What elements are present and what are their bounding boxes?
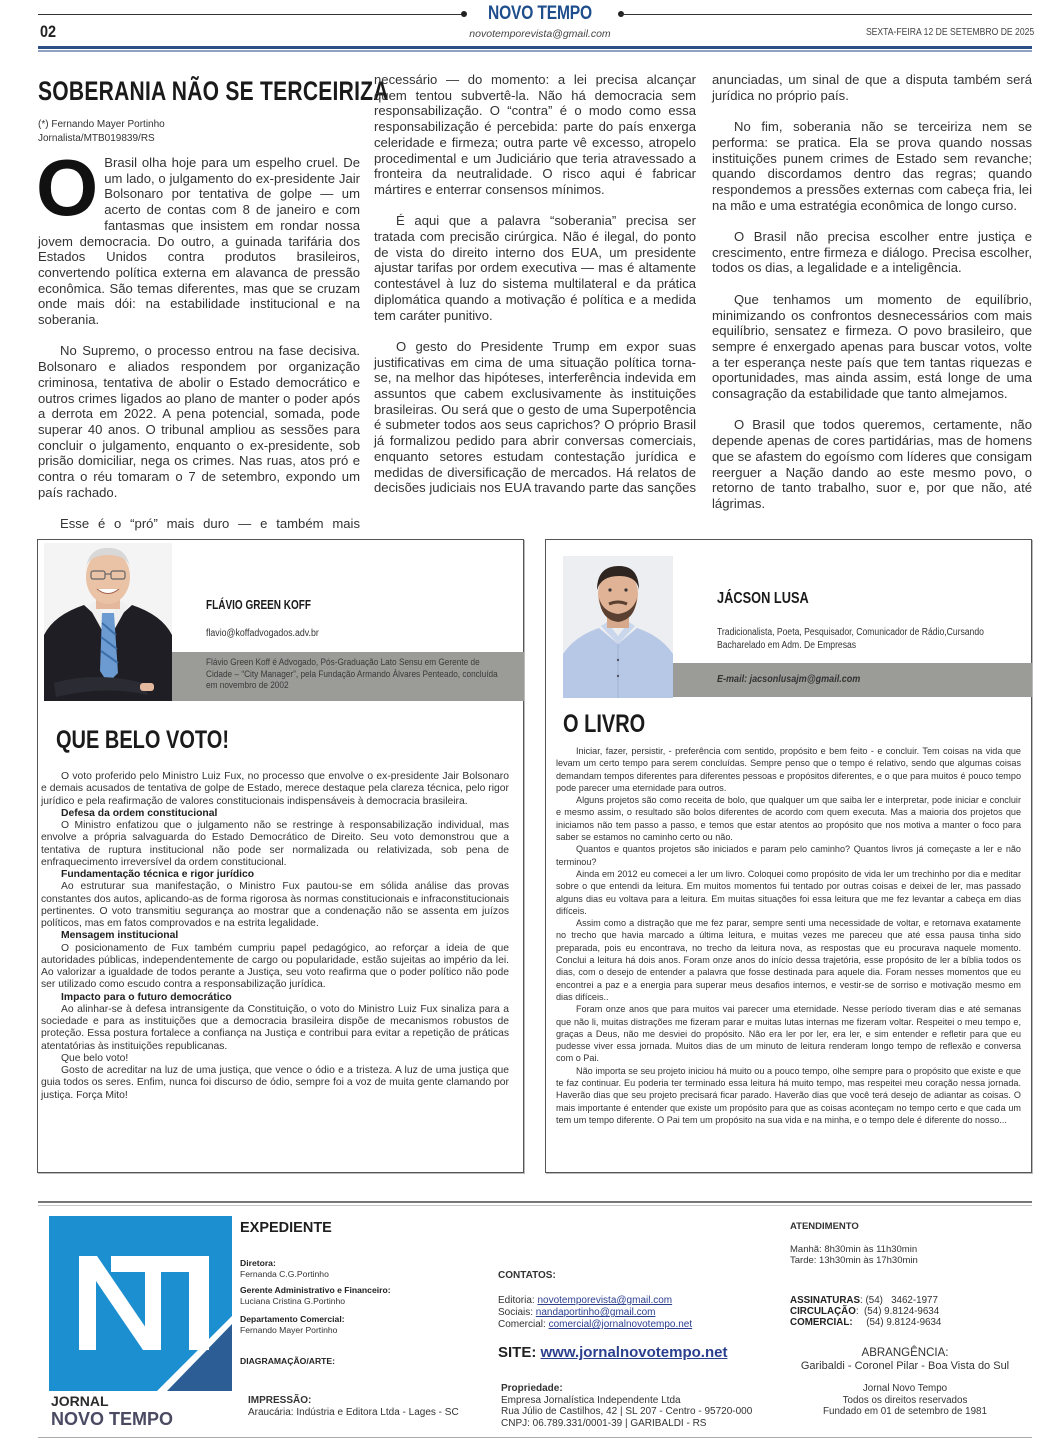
column-paragraph: Quantos e quantos projetos são iniciados e param pelo caminho? Quantos livros já começaste a ler e não terminou? [556, 844, 1021, 867]
printing-value: Araucária: Indústria e Editora Ltda - Lages - SC [248, 1407, 459, 1418]
phone-number[interactable]: (54) 9.8124-9634 [864, 1306, 940, 1318]
staff-design [240, 1356, 335, 1367]
byline-author: (*) Fernando Mayer Portinho [38, 119, 165, 130]
article-column-2 [374, 72, 696, 512]
site-link[interactable]: www.jornalnovotempo.net [540, 1344, 728, 1361]
article-paragraph: O gesto do Presidente Trump em expor suas justificativas em cima de uma situação política torna-se, na melhor das hipóteses, interferência indevida em assuntos que cabem exclusivamente às instituições brasileiras. Ou será que o gesto de uma Superpotência é submeter todos aos seus caprichos? O próprio Brasil já formalizou pedido para abrir conversas comerciais, enquanto setores estudam contestação jurídica e medidas de diversificação de mercados. Há relatos de decisões judiciais nos EUA travando parte das sanções [374, 338, 696, 496]
article-column-3 [712, 72, 1032, 527]
rights-line: Todos os direitos reservados [842, 1394, 968, 1406]
article-paragraph: O Brasil não precisa escolher entre justiça e crescimento, entre firmeza e diálogo. Precisa escolher, todos os dias, a legalidade e a inteligência. [712, 229, 1032, 276]
staff-label: Gerente Administrativo e Financeiro: [240, 1285, 391, 1295]
column-subheading: Impacto para o futuro democrático [61, 991, 232, 1003]
masthead-dot-left [461, 11, 467, 17]
column-paragraph: Gosto de acreditar na luz de uma justiça, que vence o ódio e a tristeza. A luz de uma justiça que guia todos os seres. Enfim, nunca foi discurso de ódio, sempre foi a voz de muita gente clamando por justiça. Força Mito! [41, 1065, 509, 1101]
column-paragraph: Iniciar, fazer, persistir, - preferência com sentido, propósito e bem feito - e concluir. Tem coisas na vida que levam um certo tempo para serem concluídas. Sempre penso que o tempo é relativo, sendo que algumas coisas demandam tempos diferentes para diferentes pessoas e propósitos diferentes, e o que para muitos é pouco tempo pode parecer uma eternidade para outros. [556, 746, 1021, 793]
staff-label: Diretora: [240, 1258, 276, 1268]
article-byline [38, 118, 165, 146]
logo-line-1: JORNAL [51, 1393, 109, 1409]
article-headline: SOBERANIA NÃO SE TERCEIRIZA [38, 76, 389, 106]
ownership-line: Empresa Jornalística Independente Ltda [501, 1394, 681, 1406]
column-subheading: Fundamentação técnica e rigor jurídico [61, 869, 255, 880]
contact-email-link[interactable]: comercial@jornalnovotempo.net [548, 1319, 693, 1330]
column-title: O LIVRO [563, 710, 646, 738]
column-box-flavio [37, 539, 524, 1173]
column-paragraph: Que belo voto! [61, 1052, 129, 1064]
column-body [556, 745, 1021, 1126]
phone-label: ASSINATURAS [790, 1295, 861, 1306]
issue-date: SEXTA-FEIRA 12 DE SETEMBRO DE 2025 [865, 26, 1034, 38]
phone-number[interactable]: (54) 9.8124-9634 [866, 1317, 942, 1329]
coverage-value: Garibaldi - Coronel Pilar - Boa Vista do Sul [800, 1360, 1010, 1372]
contact-comercial [498, 1319, 692, 1331]
author-name: JÁCSON LUSA [717, 590, 809, 607]
footer-bottom-rule [38, 1437, 1032, 1438]
nt-logo-icon [49, 1216, 232, 1391]
masthead-rule-left [38, 14, 464, 15]
contact-label: Sociais: [498, 1307, 534, 1318]
author-name: FLÁVIO GREEN KOFF [206, 598, 311, 612]
ownership-line: CNPJ: 06.789.331/0001-39 | GARIBALDI - RS [501, 1417, 707, 1429]
page-number: 02 [40, 22, 57, 41]
staff-name: Fernanda C.G.Portinho [240, 1268, 329, 1279]
masthead-email[interactable]: novotemporevista@gmail.com [469, 28, 611, 40]
staff-commercial [240, 1314, 345, 1335]
article-paragraph: Que tenhamos um momento de equilíbrio, minimizando os confrontos desnecessários com mais equilíbrio, sensatez e firmeza. O povo brasileiro, que sempre é enxergado apenas para buscar votos, volte a ter esperança neste país que tem tantas riquezas e oportunidades, mas ainda assim, está longe de uma consagração da estabilidade que tanto almejamos. [712, 291, 1032, 402]
contact-email-link[interactable]: novotemporevista@gmail.com [537, 1295, 673, 1306]
rights-block [775, 1383, 1035, 1418]
author-portrait-icon [44, 543, 172, 701]
phone-label: COMERCIAL: [790, 1317, 853, 1329]
contacts-block [498, 1270, 692, 1331]
staff-director [240, 1258, 329, 1279]
phone-list [790, 1295, 941, 1329]
staff-label: Departamento Comercial: [240, 1314, 345, 1324]
phone-label: CIRCULAÇÃO [790, 1306, 856, 1318]
author-email[interactable]: E-mail: jacsonlusajm@gmail.com [717, 673, 861, 685]
author-bio: Flávio Green Koff é Advogado, Pós-Graduação Lato Sensu em Gerente de Cidade – “City Manager”, pela Fundação Armando Álvares Penteado, concluída em novembro de 2002 [206, 657, 498, 691]
column-box-jacson [545, 539, 1032, 1173]
logo-line-2: NOVO TEMPO [51, 1409, 174, 1429]
contact-label: Editoria: [498, 1295, 535, 1306]
article-column-1 [36, 143, 360, 548]
opening-hours [790, 1221, 918, 1267]
column-paragraph: Ao estruturar sua manifestação, o Ministro Fux pautou-se em sólida análise das provas constantes dos autos, aplicando-as de forma rigorosa às normas constitucionais e infraconstitucionais pertinentes. O voto transmitiu segurança ao mostrar que a condenação não se assenta em juízos políticos, mas em fatos comprovados e na estrita legalidade. [41, 881, 509, 929]
column-title: QUE BELO VOTO! [56, 726, 229, 754]
column-paragraph: O posicionamento de Fux também cumpriu papel pedagógico, ao reforçar a ideia de que autoridades públicas, independentemente de cargo ou popularidade, estão sujeitas ao império da lei. Ao valorizar a igualdade de todos perante a Justiça, seu voto reafirma que o poder político não pode ser utilizado como escudo contra a responsabilização jurídica. [41, 942, 509, 991]
contact-label: Comercial: [498, 1319, 546, 1330]
contact-editoria [498, 1295, 692, 1307]
coverage-label: ABRANGÊNCIA: [861, 1347, 949, 1359]
masthead-rule-right [620, 14, 1032, 15]
coverage-block [775, 1347, 1035, 1373]
contact-email-link[interactable]: nandaportinho@gmail.com [535, 1307, 656, 1318]
opening-hours-label: ATENDIMENTO [790, 1221, 859, 1232]
article-paragraph [36, 143, 360, 328]
staff-label: DIAGRAMAÇÃO/ARTE: [240, 1356, 336, 1366]
contacts-label: CONTATOS: [498, 1270, 556, 1281]
column-paragraph: O Ministro enfatizou que o julgamento não se restringe à responsabilização individual, mas envolve a própria salvaguarda do Estado Democrático de Direito. Seu voto demonstrou que a tentativa de ruptura institucional não pode ser normalizada ou relativizada, sob pena de enfraquecimento irreversível da ordem constitucional. [41, 820, 509, 868]
column-body [41, 771, 509, 1102]
footer-divider [38, 1201, 1032, 1203]
masthead-divider [38, 46, 1032, 49]
phone-circulation [790, 1306, 941, 1317]
article-paragraph: No fim, soberania não se terceiriza nem se performa: se pratica. Ela se prova quando nossas instituições punem crimes de Estado sem revanche; quando discordamos dentro das regras; quando respondemos a pressões externas com cabeça fria, lei na mão e uma estratégia econômica de longo curso. [712, 119, 1032, 213]
column-paragraph: Foram onze anos que para muitos vai parecer uma eternidade. Nesse período tiveram dias e até semanas que não li, muitas distrações me fizeram parar e muitas lutas internas me fizeram voltar. Respeitei o meu tempo e, graças a Deus, não me desviei do propósito. Não era ler por ler, era ler, e sim entender e refletir para que eu pudesse viver essa jornada. Muitos dias de um minuto de leitura renderam longo tempo de reflexão e conversa com o Pai. [556, 1004, 1021, 1064]
column-paragraph: Ao alinhar-se à defesa intransigente da Constituição, o voto do Ministro Luiz Fux sinaliza para a sociedade e para as instituições que a democracia brasileira dispõe de mecanismos robustos de proteção. Essa postura fortalece a confiança na Justiça e contribui para evitar a repetição de práticas atentatórias às instituições republicanas. [41, 1003, 509, 1052]
contact-sociais [498, 1307, 692, 1319]
main-article [36, 72, 1032, 532]
staff-name: Fernando Mayer Portinho [240, 1324, 338, 1335]
masthead-brand: NOVO TEMPO [488, 3, 592, 24]
column-paragraph: O voto proferido pelo Ministro Luiz Fux, no processo que envolve o ex-presidente Jair Bolsonaro e demais acusados de tentativa de golpe de Estado, merece destaque pela clareza técnica, pelo rigor jurídico e pela reafirmação de valores constitucionais indispensáveis à democracia brasileira. [41, 771, 509, 807]
rights-line: Fundado em 01 de setembro de 1981 [823, 1406, 987, 1417]
ownership-line: Rua Júlio de Castilhos, 42 | SL 207 - Centro - 95720-000 [501, 1406, 753, 1417]
drop-cap: O [36, 143, 99, 232]
expediente-title: EXPEDIENTE [240, 1220, 332, 1236]
newspaper-logo [49, 1216, 232, 1391]
rights-line: Jornal Novo Tempo [862, 1383, 948, 1394]
hours-line: Manhã: 8h30min às 11h30min [790, 1243, 918, 1255]
masthead-divider-light [38, 50, 1032, 52]
column-paragraph: Ainda em 2012 eu comecei a ler um livro. Coloquei como propósito de vida ler um trechinho por dia e meditar sobre o que entendi da leitura. Em muitos momentos fui tentado por outras coisas e deixei de ler, mas passado alguns dias eu voltava para a leitura. Em muitas situações foi essa leitura que me fez levantar a cabeça em dias difíceis. [556, 868, 1021, 916]
author-portrait-icon [563, 556, 673, 698]
phone-number[interactable]: (54) 3462-1977 [865, 1295, 938, 1306]
phone-separator [853, 1317, 867, 1328]
article-paragraph: O Brasil que todos queremos, certamente, não depende apenas de cores partidárias, mas de homens que se afastem do egoísmo com líderes que consigam reerguer a Nação dando ao este mesmo povo, o retorno de tanto trabalho, suor e, por que não, até lágrimas. [712, 417, 1032, 511]
column-subheading: Defesa da ordem constitucional [61, 807, 218, 819]
author-photo [563, 556, 673, 698]
masthead [0, 0, 1058, 50]
site-line [498, 1344, 727, 1361]
printing-info [248, 1395, 459, 1419]
printing-label: IMPRESSÃO: [248, 1395, 312, 1406]
phone-separator: : [855, 1306, 865, 1318]
article-paragraph: Esse é o “pró” mais duro — e também mais [60, 516, 360, 532]
column-paragraph: Não importa se seu projeto iniciou há muito ou a pouco tempo, olhe sempre para o propósito que existe e que te faz continuar. Eu poderia ter terminado essa leitura há muito tempo, mas respeitei meu coração nessa jornada. Haverão dias que seu projeto precisará ficar parado. Haverão dias que você terá desejo de adiantar as coisas. O mais importante é entender que existe um propósito para que as coisas aconteçam no tempo certo e que cada um tem um tempo diferente. O Pai tem um propósito na sua vida e na minha, e o tempo dele é diferente do nosso... [556, 1065, 1021, 1125]
article-paragraph: É aqui que a palavra “soberania” precisa ser tratada com precisão cirúrgica. Não é ilegal, do ponto de vista do direito interno dos EUA, um presidente ajustar tarifas por ordem executiva — mas é altamente contestável à luz do sistema multilateral e da prática diplomática quando a motivação é política e a medida tem caráter punitivo. [374, 213, 696, 323]
phone-subscriptions [790, 1295, 941, 1306]
footer-divider-light [38, 1205, 1032, 1206]
column-subheading: Mensagem institucional [61, 930, 179, 942]
author-photo [44, 543, 172, 701]
author-email[interactable]: flavio@koffadvogados.adv.br [206, 628, 319, 639]
hours-line: Tarde: 13h30min às 17h30min [790, 1255, 918, 1267]
article-paragraph: anunciadas, um sinal de que a disputa também será jurídica no próprio país. [712, 72, 1032, 103]
phone-commercial [790, 1317, 941, 1328]
staff-manager [240, 1285, 391, 1306]
column-paragraph: Alguns projetos são como receita de bolo, que qualquer um que saiba ler e interpretar, pode iniciar e concluir e mesmo assim, o resultado são bolos diferentes de acordo com quem executa. Mas a maioria dos projetos que iniciamos não tem passo a passo, e temos que estar atentos ao propósito que nos motiva a manter o foco para saber se estamos no caminho certo ou não. [556, 795, 1021, 843]
byline-role: Jornalista/MTB019839/RS [38, 133, 155, 144]
author-bio: Tradicionalista, Poeta, Pesquisador, Comunicador de Rádio,Cursando Bacharelado em Adm. De Empresas [717, 627, 984, 651]
ownership-label: Propriedade: [501, 1383, 563, 1394]
staff-name: Luciana Cristina G.Portinho [240, 1295, 346, 1306]
ownership-block [501, 1383, 752, 1429]
article-paragraph: necessário — do momento: a lei precisa alcançar quem tentou subvertê-la. Não há democracia sem responsabilização. O “contra” é o modo como essa responsabilização é percebida: parte do país enxerga celeridade e firmeza; outra parte vê excesso, atropelo procedimental e um Judiciário que teria atravessado a fronteira da neutralidade. O risco aqui é fabricar mártires e enterrar consensos mínimos. [374, 72, 696, 197]
paragraph-text: Brasil olha hoje para um espelho cruel. De um lado, o julgamento do ex-presidente Jair Bolsonaro por tentativa de golpe — um acerto de contas com 8 de janeiro e com fantasmas que insistem em rondar nossa jovem democracia. Do outro, a guinada tarifária dos Estados Unidos contra produtos brasileiros, convertendo política externa em alavanca de pressão econômica. São temas diferentes, mas que se cruzam onde mais dói: na estabilidade institucional e na soberania. [38, 155, 360, 328]
phone-separator: : [860, 1295, 866, 1306]
site-label: SITE: [498, 1344, 537, 1361]
column-paragraph: Assim como a distração que me fez parar, sempre senti uma necessidade de voltar, e retornava exatamente no trecho que havia marcado a última leitura, e muitas vezes me pareceu que até essa pausa tinha sido preparada, pois eu encontrava, no trecho da leitura nova, as respostas que eu procurava naquele momento. Conclui a leitura há dois anos. Foram onze anos do início dessa trajetória, esse propósito de ler a bíblia todos os dias, com o desejo de entender a palavra que fosse destinada para aquele dia. Foram nesses momentos que eu encontrei a paz e a energia para superar meus desafios internos, e vestir-se de sorriso e motivação mesmo em dias difíceis.. [556, 918, 1021, 1002]
article-paragraph: No Supremo, o processo entrou na fase decisiva. Bolsonaro e aliados respondem por organização criminosa, tentativa de abolir o Estado democrático e outros crimes ligados ao plano de manter o poder após a derrota em 2022. A pena potencial, somada, pode superar 40 anos. O tribunal ampliou as sessões para concluir o julgamento, enquanto o ex-presidente, sob prisão domiciliar, nega os crimes. Nas ruas, atos pró e contra o réu tomaram o 7 de setembro, expondo um país rachado. [38, 343, 360, 500]
